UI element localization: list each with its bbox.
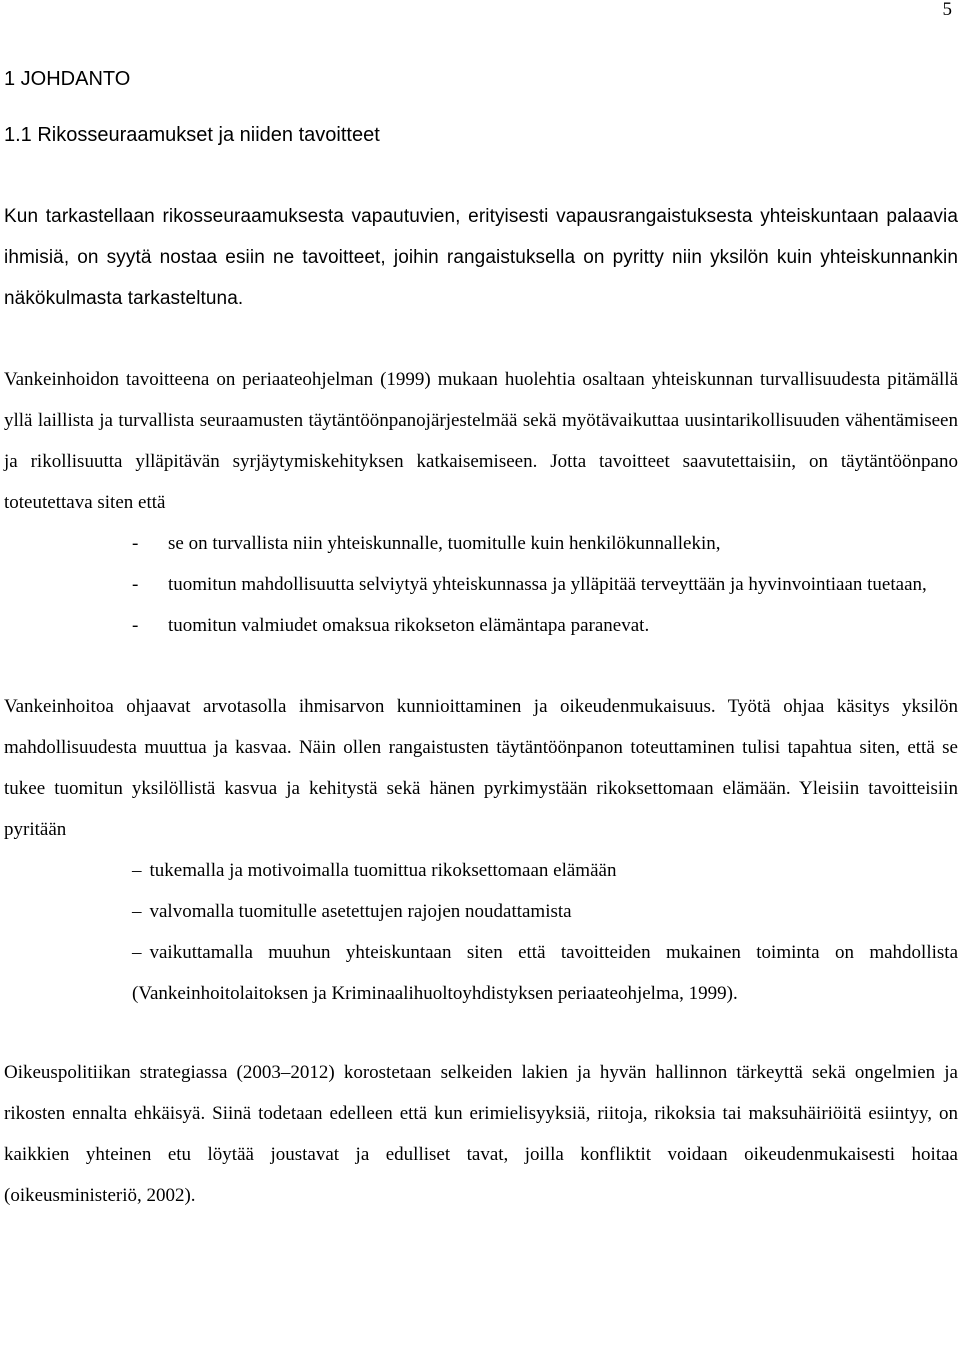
goals-list [4,523,958,646]
document-body [4,62,958,1216]
paragraph-strategy: Oikeuspolitiikan strategiassa (2003–2012) korostetaan selkeiden lakien ja hyvän hallinnon tärkeyttä sekä ongelmien ja rikosten ennalta ehkäisyä. Siinä todetaan edelleen että kun erimielisyyksiä, riitoja, rikoksia tai maksuhäiriöitä esiintyy, on kaikkien yhteinen etu löytää joustavat ja edulliset tavat, joilla konfliktit voidaan oikeudenmukaisesti hoitaa (oikeusministeriö, 2002). [4,1062,958,1206]
paragraph-goals: Vankeinhoidon tavoitteena on periaateohjelman (1999) mukaan huolehtia osaltaan yhteiskunnan turvallisuudesta pitämällä yllä laillista ja turvallista seuraamusten täytäntöönpanojärjestelmää sekä myötävaikuttaa uusintarikollisuuden vähentämiseen ja rikollisuutta ylläpitävän syrjäytymiskehityksen katkaisemiseen. Jotta tavoitteet saavutettaisiin, on täytäntöönpano toteutettava siten että [4,369,958,513]
section-heading: 1.1 Rikosseuraamukset ja niiden tavoitteet [4,124,380,146]
list-item-text: valvomalla tuomitulle asetettujen rajojen noudattamista [149,901,572,922]
list-item-text: tukemalla ja motivoimalla tuomittua rikoksettomaan elämään [149,860,617,881]
chapter-heading: 1 JOHDANTO [4,68,131,90]
list-marker: – [132,901,142,922]
list-item [4,850,958,891]
page-number: 5 [942,0,952,20]
list-item-text: se on turvallista niin yhteiskunnalle, tuomitulle kuin henkilökunnallekin, [168,533,721,554]
list-item-text: tuomitun mahdollisuutta selviytyä yhteiskunnassa ja ylläpitää terveyttään ja hyvinvointiaan tuetaan, [168,574,927,595]
list-marker: - [132,533,139,554]
list-marker: - [132,615,139,636]
paragraph-values: Vankeinhoitoa ohjaavat arvotasolla ihmisarvon kunnioittaminen ja oikeudenmukaisuus. Työtä ohjaa käsitys yksilön mahdollisuudesta muuttua ja kasvaa. Näin ollen rangaistusten täytäntöönpanon toteuttaminen tulisi tapahtua siten, että se tukee tuomitun yksilöllistä kasvua ja kehitystä sekä hänen pyrkimystään rikoksettomaan elämään. Yleisiin tavoitteisiin pyritään [4,696,958,840]
list-item [4,891,958,932]
list-marker: – [132,942,142,963]
list-item [4,932,958,1014]
list-item-text: vaikuttamalla muuhun yhteiskuntaan siten että tavoitteiden mukainen toiminta on mahdollista (Vankeinhoitolaitoksen ja Kriminaalihuoltoyhdistyksen periaateohjelma, 1999). [132,942,958,1004]
aims-list [4,850,958,1014]
intro-paragraph: Kun tarkastellaan rikosseuraamuksesta vapautuvien, erityisesti vapausrangaistuksesta yhteiskuntaan palaavia ihmisiä, on syytä nostaa esiin ne tavoitteet, joihin rangaistuksella on pyritty niin yksilön kuin yhteiskunnankin näkökulmasta tarkasteltuna. [4,206,958,309]
list-marker: - [132,574,139,595]
list-item [4,605,958,646]
list-item [4,564,958,605]
list-marker: – [132,860,142,881]
list-item [4,523,958,564]
list-item-text: tuomitun valmiudet omaksua rikokseton elämäntapa paranevat. [168,615,650,636]
